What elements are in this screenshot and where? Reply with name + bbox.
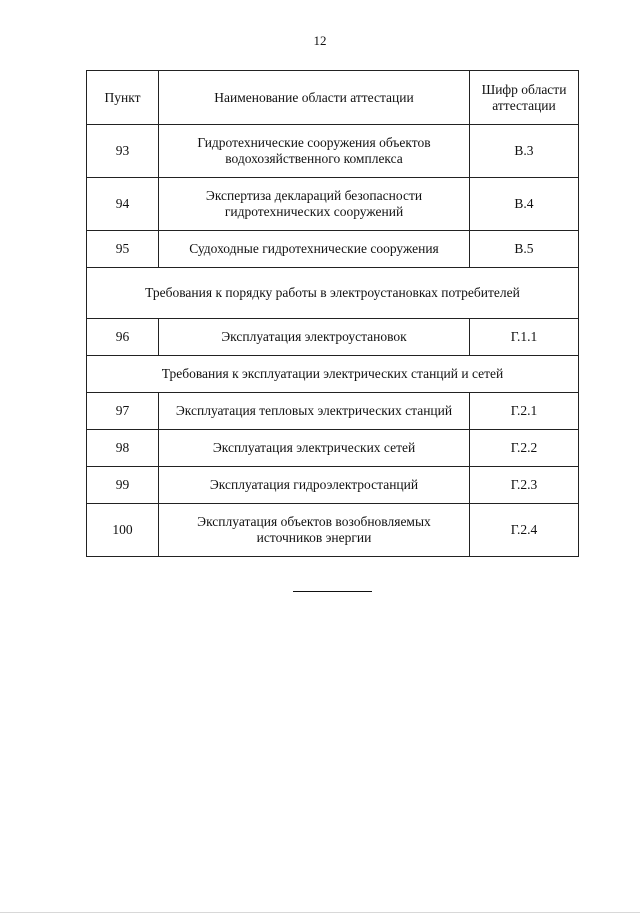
- row-code: Г.2.4: [470, 504, 579, 557]
- section-title: Требования к порядку работы в электроустановках потребителей: [87, 268, 579, 319]
- row-code: В.5: [470, 231, 579, 268]
- row-name: Эксплуатация объектов возобновляемых источников энергии: [159, 504, 470, 557]
- table-row: [87, 504, 579, 557]
- table-row: [87, 393, 579, 430]
- row-name: Экспертиза деклараций безопасности гидротехнических сооружений: [159, 178, 470, 231]
- row-number: 99: [87, 467, 159, 504]
- row-number: 95: [87, 231, 159, 268]
- attestation-table: [86, 70, 579, 557]
- section-row: [87, 356, 579, 393]
- end-of-document-rule: [293, 591, 372, 592]
- row-number: 93: [87, 125, 159, 178]
- row-name: Эксплуатация тепловых электрических станций: [159, 393, 470, 430]
- row-number: 94: [87, 178, 159, 231]
- table-row: [87, 231, 579, 268]
- row-name: Эксплуатация гидроэлектростанций: [159, 467, 470, 504]
- section-title: Требования к эксплуатации электрических станций и сетей: [87, 356, 579, 393]
- row-name: Эксплуатация электроустановок: [159, 319, 470, 356]
- page-bottom-edge: [0, 912, 640, 913]
- table-row: [87, 467, 579, 504]
- header-name: Наименование области аттестации: [159, 71, 470, 125]
- section-row: [87, 268, 579, 319]
- table-row: [87, 178, 579, 231]
- row-name: Эксплуатация электрических сетей: [159, 430, 470, 467]
- header-number: Пункт: [87, 71, 159, 125]
- row-number: 96: [87, 319, 159, 356]
- row-number: 98: [87, 430, 159, 467]
- row-number: 100: [87, 504, 159, 557]
- row-code: Г.2.2: [470, 430, 579, 467]
- row-name: Гидротехнические сооружения объектов водохозяйственного комплекса: [159, 125, 470, 178]
- header-code: Шифр области аттестации: [470, 71, 579, 125]
- table-row: [87, 319, 579, 356]
- row-name: Судоходные гидротехнические сооружения: [159, 231, 470, 268]
- row-code: Г.2.1: [470, 393, 579, 430]
- row-number: 97: [87, 393, 159, 430]
- row-code: Г.1.1: [470, 319, 579, 356]
- table-row: [87, 430, 579, 467]
- table-header-row: [87, 71, 579, 125]
- row-code: В.4: [470, 178, 579, 231]
- row-code: Г.2.3: [470, 467, 579, 504]
- page-number: 12: [313, 33, 327, 48]
- table-row: [87, 125, 579, 178]
- row-code: В.3: [470, 125, 579, 178]
